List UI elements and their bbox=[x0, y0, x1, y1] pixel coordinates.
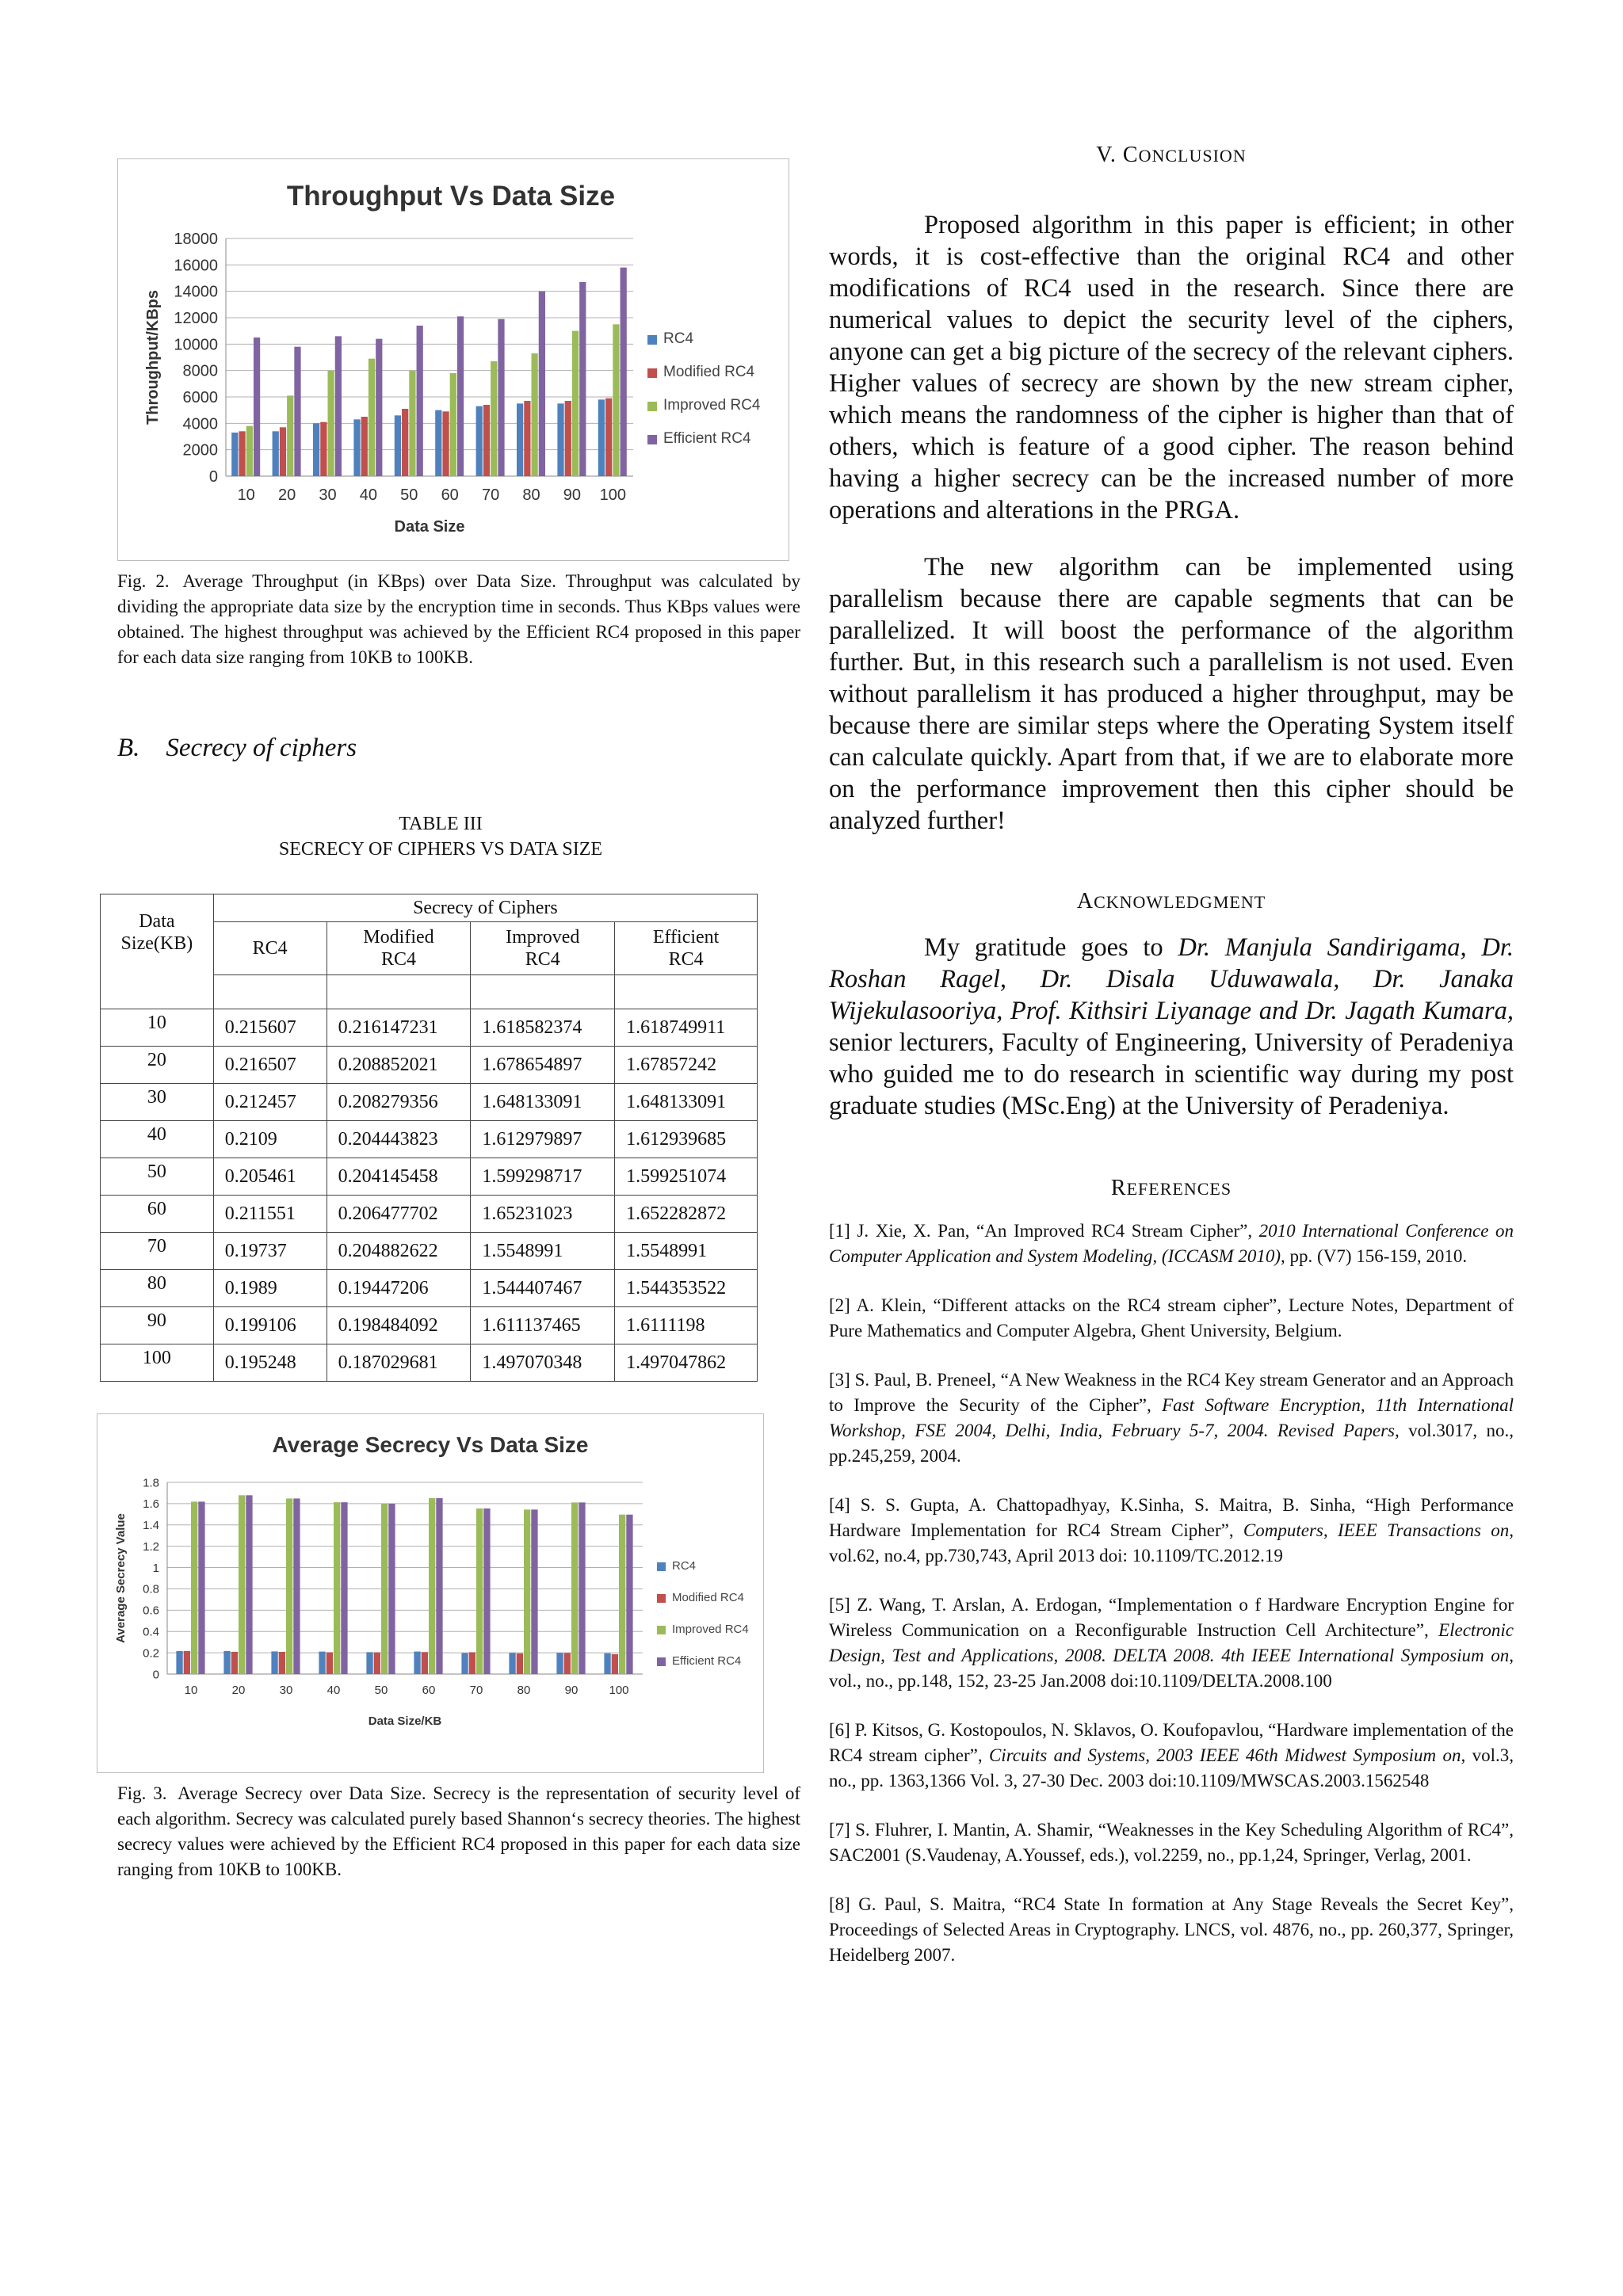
bar-rc4 bbox=[435, 410, 441, 476]
bar-efficient-rc4 bbox=[294, 347, 300, 476]
bar-modified-rc4 bbox=[279, 1652, 285, 1674]
reference-text: [5] Z. Wang, T. Arslan, A. Erdogan, “Implementation o f Hardware Encryption Engine for Wireless Communication on a Reconfigurable Instruction Cell Architecture”, bbox=[829, 1595, 1514, 1640]
legend-entry: Modified RC4 bbox=[672, 1591, 744, 1604]
table-cell-value: 0.204145458 bbox=[327, 1158, 471, 1196]
ack-post: senior lecturers, Faculty of Engineering, University of Peradeniya who guided me to do research in scientific way during my post graduate studies (MSc.Eng) at the University of Peradeniya. bbox=[829, 1028, 1514, 1120]
x-tick-label: 70 bbox=[469, 1684, 483, 1697]
legend-swatch bbox=[647, 335, 657, 345]
x-tick-label: 20 bbox=[277, 486, 296, 504]
conclusion-para-2: The new algorithm can be implemented using parallelism because there are capable segments that can be parallelized. It will boost the performance of the algorithm further. But, in this research such a parallelism is not used. Even without parallelism it has produced a higher throughput, may be because there are similar steps where the Operating System itself can calculate quickly. Apart from that, if we are to elaborate more on the performance improvement then this cipher should be analyzed further! bbox=[829, 553, 1514, 835]
bar-rc4 bbox=[556, 1653, 563, 1674]
conclusion-heading bbox=[829, 143, 1514, 168]
y-tick-label: 1.2 bbox=[143, 1539, 159, 1554]
bar-improved-rc4 bbox=[450, 373, 456, 476]
table-row bbox=[101, 1047, 758, 1084]
table-cell-value: 1.618749911 bbox=[615, 1009, 758, 1047]
bar-improved-rc4 bbox=[619, 1515, 625, 1674]
reference-venue: Electronic Design, Test and Applications, 2008. DELTA 2008. 4th IEEE International Symposium on bbox=[829, 1620, 1514, 1665]
acknowledgment-heading bbox=[829, 889, 1514, 914]
table-cell-value: 0.211551 bbox=[213, 1196, 327, 1233]
bar-rc4 bbox=[476, 406, 483, 476]
table-row bbox=[101, 1009, 758, 1047]
x-tick-label: 90 bbox=[563, 486, 582, 504]
bar-efficient-rc4 bbox=[341, 1502, 347, 1674]
bar-rc4 bbox=[319, 1652, 325, 1674]
reference-item bbox=[829, 1892, 1514, 1968]
y-tick-label: 0 bbox=[208, 468, 218, 486]
table-cell-value: 1.544353522 bbox=[615, 1270, 758, 1307]
legend-entry: Efficient RC4 bbox=[672, 1654, 742, 1668]
table-cell-datasize: 60 bbox=[101, 1196, 214, 1233]
y-tick-label: 0.8 bbox=[143, 1582, 159, 1596]
secrecy-chart bbox=[97, 1414, 763, 1772]
col-header-modified-line2: RC4 bbox=[380, 949, 416, 970]
bar-modified-rc4 bbox=[361, 417, 368, 476]
reference-text: [2] A. Klein, “Different attacks on the RC4 stream cipher”, Lecture Notes, Department of Pure Mathematics and Computer Algebra, Ghent University, Belgium. bbox=[829, 1295, 1514, 1341]
reference-item bbox=[829, 1293, 1514, 1344]
bar-improved-rc4 bbox=[287, 395, 293, 476]
bar-efficient-rc4 bbox=[498, 319, 504, 476]
bar-rc4 bbox=[557, 403, 563, 476]
bar-rc4 bbox=[604, 1653, 610, 1674]
reference-text: [8] G. Paul, S. Maitra, “RC4 State In formation at Any Stage Reveals the Secret Key”, Proceedings of Selected Areas in Cryptography. LNCS, vol. 4876, no., pp. 260,377, Springer, Heidelberg 2007. bbox=[829, 1894, 1514, 1965]
table-cell-value: 1.611137465 bbox=[471, 1307, 615, 1344]
legend-swatch bbox=[657, 1657, 666, 1666]
table-row bbox=[101, 1270, 758, 1307]
table-cell-value: 1.5548991 bbox=[615, 1233, 758, 1270]
y-tick-label: 0.2 bbox=[143, 1646, 159, 1661]
legend-entry: Efficient RC4 bbox=[663, 430, 751, 447]
table-cell-value: 0.212457 bbox=[213, 1084, 327, 1121]
y-tick-label: 8000 bbox=[182, 362, 218, 380]
table-cell-value: 1.648133091 bbox=[615, 1084, 758, 1121]
reference-text: [3] S. Paul, B. Preneel, “A New Weakness in the RC4 Key stream Generator and an Approach to Improve the Security of the Cipher”, bbox=[829, 1370, 1514, 1415]
bar-efficient-rc4 bbox=[293, 1498, 300, 1674]
reference-text: [4] S. S. Gupta, A. Chattopadhyay, K.Sinha, S. Maitra, B. Sinha, “High Performance Hardware Implementation for RC4 Stream Cipher”, bbox=[829, 1495, 1514, 1540]
section-b-title: B. Secrecy of ciphers bbox=[117, 734, 357, 762]
table-cell-value: 0.204882622 bbox=[327, 1233, 471, 1270]
reference-item bbox=[829, 1219, 1514, 1269]
table3-title bbox=[100, 811, 781, 862]
bar-efficient-rc4 bbox=[539, 292, 545, 476]
table-cell-value: 0.2109 bbox=[213, 1121, 327, 1158]
table3-label: TABLE III bbox=[399, 814, 483, 834]
conclusion-heading-num: V. bbox=[1096, 143, 1123, 167]
bar-improved-rc4 bbox=[369, 359, 375, 476]
table-row bbox=[101, 1158, 758, 1196]
x-tick-label: 70 bbox=[481, 486, 500, 504]
legend-swatch bbox=[647, 402, 657, 411]
reference-venue: 2010 International Conference on Computer Application and System Modeling, (ICCASM 2010) bbox=[829, 1221, 1514, 1266]
table-cell-value: 0.198484092 bbox=[327, 1307, 471, 1344]
bar-improved-rc4 bbox=[334, 1502, 340, 1674]
datasize-header-line2: Size(KB) bbox=[120, 933, 193, 954]
x-tick-label: 50 bbox=[374, 1684, 388, 1697]
legend-entry: RC4 bbox=[672, 1559, 697, 1573]
bar-efficient-rc4 bbox=[246, 1495, 252, 1674]
bar-efficient-rc4 bbox=[626, 1515, 632, 1674]
bar-rc4 bbox=[273, 431, 279, 476]
reference-item bbox=[829, 1592, 1514, 1694]
table-cell-datasize: 50 bbox=[101, 1158, 214, 1196]
bar-rc4 bbox=[509, 1653, 515, 1674]
table-cell-value: 0.187029681 bbox=[327, 1344, 471, 1382]
bar-efficient-rc4 bbox=[579, 1502, 585, 1674]
blank-cell bbox=[615, 975, 758, 1009]
bar-rc4 bbox=[366, 1652, 372, 1674]
datasize-header bbox=[101, 894, 214, 1009]
bar-modified-rc4 bbox=[374, 1653, 380, 1674]
col-header-efficient-line1: Efficient bbox=[652, 927, 720, 948]
bar-modified-rc4 bbox=[564, 1653, 571, 1674]
bar-modified-rc4 bbox=[239, 431, 245, 476]
x-tick-label: 10 bbox=[237, 486, 255, 504]
fig3-caption bbox=[117, 1781, 800, 1882]
right-column bbox=[829, 143, 1514, 1992]
legend-swatch bbox=[647, 435, 657, 444]
table-row bbox=[101, 1084, 758, 1121]
bar-modified-rc4 bbox=[442, 411, 449, 476]
bar-improved-rc4 bbox=[491, 361, 497, 476]
bar-rc4 bbox=[517, 403, 523, 476]
table-cell-datasize: 80 bbox=[101, 1270, 214, 1307]
fig3-label: Fig. 3. bbox=[117, 1783, 167, 1803]
x-tick-label: 60 bbox=[422, 1684, 436, 1697]
y-tick-label: 0.6 bbox=[143, 1604, 159, 1618]
table-cell-value: 1.612939685 bbox=[615, 1121, 758, 1158]
col-header-improved-line2: RC4 bbox=[525, 949, 560, 970]
x-tick-label: 30 bbox=[279, 1684, 293, 1697]
table-cell-value: 1.544407467 bbox=[471, 1270, 615, 1307]
bar-modified-rc4 bbox=[402, 409, 408, 476]
table-cell-value: 0.216507 bbox=[213, 1047, 327, 1084]
reference-list bbox=[829, 1219, 1514, 1968]
y-tick-label: 14000 bbox=[174, 283, 218, 301]
x-tick-label: 80 bbox=[517, 1684, 531, 1697]
bar-efficient-rc4 bbox=[376, 339, 382, 476]
y-axis-label: Throughput/KBps bbox=[144, 290, 162, 425]
x-tick-label: 100 bbox=[609, 1684, 629, 1697]
refs-heading-first: R bbox=[1110, 1176, 1127, 1200]
table-cell-value: 0.199106 bbox=[213, 1307, 327, 1344]
table-cell-datasize: 30 bbox=[101, 1084, 214, 1121]
reference-text: [6] P. Kitsos, G. Kostopoulos, N. Sklavos, O. Koufopavlou, “Hardware implementation of the RC4 stream cipher”, bbox=[829, 1720, 1514, 1765]
legend-entry: Modified RC4 bbox=[663, 364, 755, 380]
bar-modified-rc4 bbox=[565, 401, 571, 476]
legend-swatch bbox=[657, 1626, 666, 1634]
x-tick-label: 50 bbox=[400, 486, 418, 504]
bar-rc4 bbox=[395, 415, 401, 476]
col-header-improved bbox=[471, 922, 615, 975]
table-cell-value: 1.67857242 bbox=[615, 1047, 758, 1084]
bar-efficient-rc4 bbox=[388, 1504, 395, 1674]
fig2-caption bbox=[117, 569, 800, 670]
reference-item bbox=[829, 1817, 1514, 1868]
x-axis-label: Data Size/KB bbox=[368, 1714, 442, 1728]
table-cell-value: 0.208852021 bbox=[327, 1047, 471, 1084]
refs-heading-rest: EFERENCES bbox=[1126, 1179, 1232, 1199]
ack-pre: My gratitude goes to bbox=[924, 933, 1178, 962]
y-tick-label: 1.8 bbox=[143, 1476, 159, 1490]
x-tick-label: 100 bbox=[599, 486, 626, 504]
conclusion-heading-rest: ONCLUSION bbox=[1138, 146, 1247, 166]
bar-efficient-rc4 bbox=[531, 1509, 537, 1674]
bar-modified-rc4 bbox=[483, 405, 490, 476]
bar-efficient-rc4 bbox=[436, 1498, 442, 1674]
reference-venue: Computers, IEEE Transactions on, bbox=[1243, 1520, 1514, 1540]
table-cell-value: 1.599251074 bbox=[615, 1158, 758, 1196]
y-tick-label: 1 bbox=[152, 1561, 159, 1575]
legend-entry: RC4 bbox=[663, 330, 694, 347]
bar-modified-rc4 bbox=[184, 1651, 190, 1674]
reference-details: vol.3017, no., pp.245,259, 2004. bbox=[829, 1421, 1514, 1466]
y-tick-label: 1.4 bbox=[143, 1519, 159, 1533]
bar-rc4 bbox=[176, 1651, 182, 1674]
bar-improved-rc4 bbox=[429, 1498, 435, 1674]
table-cell-datasize: 10 bbox=[101, 1009, 214, 1047]
bar-efficient-rc4 bbox=[254, 338, 260, 476]
bar-improved-rc4 bbox=[191, 1501, 197, 1674]
table-cell-value: 1.648133091 bbox=[471, 1084, 615, 1121]
table-cell-datasize: 40 bbox=[101, 1121, 214, 1158]
table-cell-value: 1.65231023 bbox=[471, 1196, 615, 1233]
x-axis-label: Data Size bbox=[394, 518, 465, 536]
bar-efficient-rc4 bbox=[417, 326, 423, 476]
table-cell-value: 0.206477702 bbox=[327, 1196, 471, 1233]
bar-improved-rc4 bbox=[246, 426, 253, 476]
chart-title: Throughput Vs Data Size bbox=[286, 181, 616, 212]
bar-modified-rc4 bbox=[612, 1654, 618, 1674]
legend-swatch bbox=[657, 1594, 666, 1603]
bar-modified-rc4 bbox=[320, 422, 327, 476]
bar-rc4 bbox=[598, 399, 605, 476]
table-cell-value: 0.19447206 bbox=[327, 1270, 471, 1307]
bar-modified-rc4 bbox=[280, 427, 286, 476]
bar-improved-rc4 bbox=[409, 371, 415, 476]
bar-modified-rc4 bbox=[231, 1652, 238, 1674]
bar-improved-rc4 bbox=[239, 1495, 245, 1674]
y-tick-label: 6000 bbox=[182, 389, 218, 406]
ack-heading-first: A bbox=[1076, 889, 1094, 913]
table-row bbox=[101, 1307, 758, 1344]
y-tick-label: 16000 bbox=[174, 257, 218, 275]
reference-details: , vol., no., pp.148, 152, 23-25 Jan.2008 doi:10.1109/DELTA.2008.100 bbox=[829, 1646, 1514, 1691]
reference-details: vol.3, no., pp. 1363,1366 Vol. 3, 27-30 Dec. 2003 doi:10.1109/MWSCAS.2003.1562548 bbox=[829, 1745, 1514, 1791]
x-tick-label: 30 bbox=[319, 486, 337, 504]
bar-modified-rc4 bbox=[605, 399, 612, 476]
reference-item bbox=[829, 1718, 1514, 1794]
bar-improved-rc4 bbox=[572, 331, 579, 476]
x-tick-label: 40 bbox=[327, 1684, 341, 1697]
acknowledgment-text bbox=[829, 932, 1514, 1122]
reference-text: [1] J. Xie, X. Pan, “An Improved RC4 Stream Cipher”, bbox=[829, 1221, 1259, 1241]
fig2-text: Average Throughput (in KBps) over Data Size. Throughput was calculated by dividing the appropriate data size by the encryption time in seconds. Thus KBps values were obtained. The highest throughput was achieved by the Efficient RC4 proposed in this paper for each data size ranging from 10KB to 100KB. bbox=[117, 571, 801, 667]
table3-caption: SECRECY OF CIPHERS VS DATA SIZE bbox=[278, 839, 603, 860]
table-row bbox=[101, 1121, 758, 1158]
x-tick-label: 90 bbox=[564, 1684, 579, 1697]
table-cell-value: 0.19737 bbox=[213, 1233, 327, 1270]
table-row bbox=[101, 1233, 758, 1270]
bar-improved-rc4 bbox=[532, 353, 538, 476]
table-cell-value: 0.195248 bbox=[213, 1344, 327, 1382]
legend-swatch bbox=[647, 368, 657, 378]
x-tick-label: 60 bbox=[441, 486, 459, 504]
col-header-rc4 bbox=[213, 922, 327, 975]
bar-rc4 bbox=[353, 419, 360, 476]
table-cell-value: 0.1989 bbox=[213, 1270, 327, 1307]
table-cell-value: 0.208279356 bbox=[327, 1084, 471, 1121]
fig2-label: Fig. 2. bbox=[117, 571, 170, 591]
blank-cell bbox=[213, 975, 327, 1009]
bar-improved-rc4 bbox=[476, 1508, 483, 1674]
conclusion-heading-first: C bbox=[1122, 143, 1139, 167]
bar-modified-rc4 bbox=[327, 1653, 333, 1674]
table-cell-value: 1.678654897 bbox=[471, 1047, 615, 1084]
bar-rc4 bbox=[414, 1652, 420, 1674]
bar-efficient-rc4 bbox=[621, 268, 627, 476]
fig3-text: Average Secrecy over Data Size. Secrecy is the representation of security level of each algorithm. Secrecy was calculated purely based Shannon‘s secrecy theories. The highest secrecy values were achieved by the Efficient RC4 proposed in this paper for each data size ranging from 10KB to 100KB. bbox=[117, 1783, 800, 1879]
secrecy-table bbox=[100, 894, 758, 1382]
table-cell-value: 0.204443823 bbox=[327, 1121, 471, 1158]
y-tick-label: 0.4 bbox=[143, 1625, 159, 1639]
reference-details: , pp. (V7) 156-159, 2010. bbox=[1281, 1246, 1468, 1266]
bar-efficient-rc4 bbox=[483, 1508, 490, 1674]
col-header-rc4-line1: RC4 bbox=[252, 938, 288, 959]
col-header-efficient-line2: RC4 bbox=[668, 949, 704, 970]
bar-modified-rc4 bbox=[422, 1652, 428, 1674]
conclusion-para-1: Proposed algorithm in this paper is efficient; in other words, it is cost-effective than the original RC4 and other modifications of RC4 used in the research. Since there are numerical values to depict the security level of the ciphers, anyone can get a big picture of the secrecy of the relevant ciphers. Higher values of secrecy are shown by the new stream cipher, which means the randomness of the cipher is higher than that of others, which is feature of a good cipher. The reason behind having a higher secrecy can be the increased number of more operations and alterations in the PRGA. bbox=[829, 211, 1514, 524]
bar-improved-rc4 bbox=[524, 1509, 530, 1674]
datasize-header-line1: Data bbox=[139, 911, 175, 932]
col-header-modified bbox=[327, 922, 471, 975]
table-cell-value: 0.215607 bbox=[213, 1009, 327, 1047]
col-header-efficient bbox=[615, 922, 758, 975]
reference-text: [7] S. Fluhrer, I. Mantin, A. Shamir, “Weaknesses in the Key Scheduling Algorithm of RC4”, SAC2001 (S.Vaudenay, A.Youssef, eds.), vol.2259, no., pp.1,24, Springer, Verlag, 2001. bbox=[829, 1820, 1514, 1865]
bar-efficient-rc4 bbox=[579, 282, 586, 476]
table-cell-value: 1.618582374 bbox=[471, 1009, 615, 1047]
table-cell-value: 1.5548991 bbox=[471, 1233, 615, 1270]
table-cell-datasize: 100 bbox=[101, 1344, 214, 1382]
bar-efficient-rc4 bbox=[335, 336, 342, 476]
blank-cell bbox=[471, 975, 615, 1009]
reference-venue: Circuits and Systems, 2003 IEEE 46th Midwest Symposium on, bbox=[988, 1745, 1466, 1765]
table-row bbox=[101, 1344, 758, 1382]
col-header-modified-line1: Modified bbox=[363, 927, 434, 948]
ack-heading-rest: CKNOWLEDGMENT bbox=[1094, 892, 1266, 912]
y-tick-label: 12000 bbox=[174, 310, 218, 327]
chart-title: Average Secrecy Vs Data Size bbox=[272, 1432, 589, 1457]
reference-details: vol.62, no.4, pp.730,743, April 2013 doi: 10.1109/TC.2012.19 bbox=[829, 1546, 1283, 1566]
throughput-chart bbox=[118, 159, 789, 560]
y-tick-label: 1.6 bbox=[143, 1497, 159, 1512]
table-cell-datasize: 70 bbox=[101, 1233, 214, 1270]
x-tick-label: 20 bbox=[231, 1684, 246, 1697]
bar-efficient-rc4 bbox=[457, 316, 464, 476]
bar-improved-rc4 bbox=[328, 371, 334, 476]
table-cell-value: 1.652282872 bbox=[615, 1196, 758, 1233]
reference-item bbox=[829, 1493, 1514, 1569]
y-tick-label: 18000 bbox=[174, 231, 218, 248]
bar-modified-rc4 bbox=[517, 1653, 523, 1674]
legend-entry: Improved RC4 bbox=[663, 397, 761, 414]
ack-names: Dr. Manjula Sandirigama, Dr. Roshan Ragel, Dr. Disala Uduwawala, Dr. Janaka Wijekulasooriya, Prof. Kithsiri Liyanage and Dr. Jagath Kumara, bbox=[829, 933, 1514, 1025]
y-tick-label: 2000 bbox=[182, 441, 218, 460]
blank-cell bbox=[327, 975, 471, 1009]
x-tick-label: 40 bbox=[359, 486, 378, 504]
table-cell-value: 1.612979897 bbox=[471, 1121, 615, 1158]
reference-venue: Fast Software Encryption, 11th International Workshop, FSE 2004, Delhi, India, February 5-7, 2004. Revised Papers, bbox=[829, 1395, 1514, 1440]
table-cell-value: 0.205461 bbox=[213, 1158, 327, 1196]
table-cell-value: 0.216147231 bbox=[327, 1009, 471, 1047]
bar-rc4 bbox=[231, 433, 238, 476]
y-tick-label: 0 bbox=[152, 1668, 159, 1682]
table-cell-datasize: 90 bbox=[101, 1307, 214, 1344]
bar-modified-rc4 bbox=[524, 401, 530, 476]
secrecy-group-header: Secrecy of Ciphers bbox=[213, 894, 757, 922]
bar-improved-rc4 bbox=[381, 1504, 388, 1674]
reference-item bbox=[829, 1367, 1514, 1469]
y-axis-label: Average Secrecy Value bbox=[114, 1513, 128, 1643]
references-heading bbox=[829, 1176, 1514, 1201]
table-row bbox=[101, 1196, 758, 1233]
bar-rc4 bbox=[271, 1651, 277, 1674]
col-header-improved-line1: Improved bbox=[506, 927, 580, 948]
secrecy-chart-frame bbox=[97, 1413, 764, 1773]
y-tick-label: 10000 bbox=[174, 336, 218, 354]
bar-improved-rc4 bbox=[571, 1502, 578, 1674]
bar-improved-rc4 bbox=[613, 324, 619, 476]
bar-modified-rc4 bbox=[469, 1652, 475, 1674]
bar-rc4 bbox=[313, 423, 319, 476]
x-tick-label: 10 bbox=[184, 1684, 198, 1697]
table-cell-value: 1.497047862 bbox=[615, 1344, 758, 1382]
x-tick-label: 80 bbox=[522, 486, 540, 504]
legend-entry: Improved RC4 bbox=[672, 1623, 749, 1636]
bar-rc4 bbox=[461, 1653, 468, 1674]
table-cell-value: 1.497070348 bbox=[471, 1344, 615, 1382]
legend-swatch bbox=[657, 1562, 666, 1571]
table-cell-datasize: 20 bbox=[101, 1047, 214, 1084]
bar-efficient-rc4 bbox=[198, 1501, 204, 1674]
y-tick-label: 4000 bbox=[182, 415, 218, 433]
table-cell-value: 1.599298717 bbox=[471, 1158, 615, 1196]
table-cell-value: 1.6111198 bbox=[615, 1307, 758, 1344]
throughput-chart-frame bbox=[117, 158, 789, 561]
bar-rc4 bbox=[223, 1651, 230, 1674]
bar-improved-rc4 bbox=[286, 1498, 292, 1674]
